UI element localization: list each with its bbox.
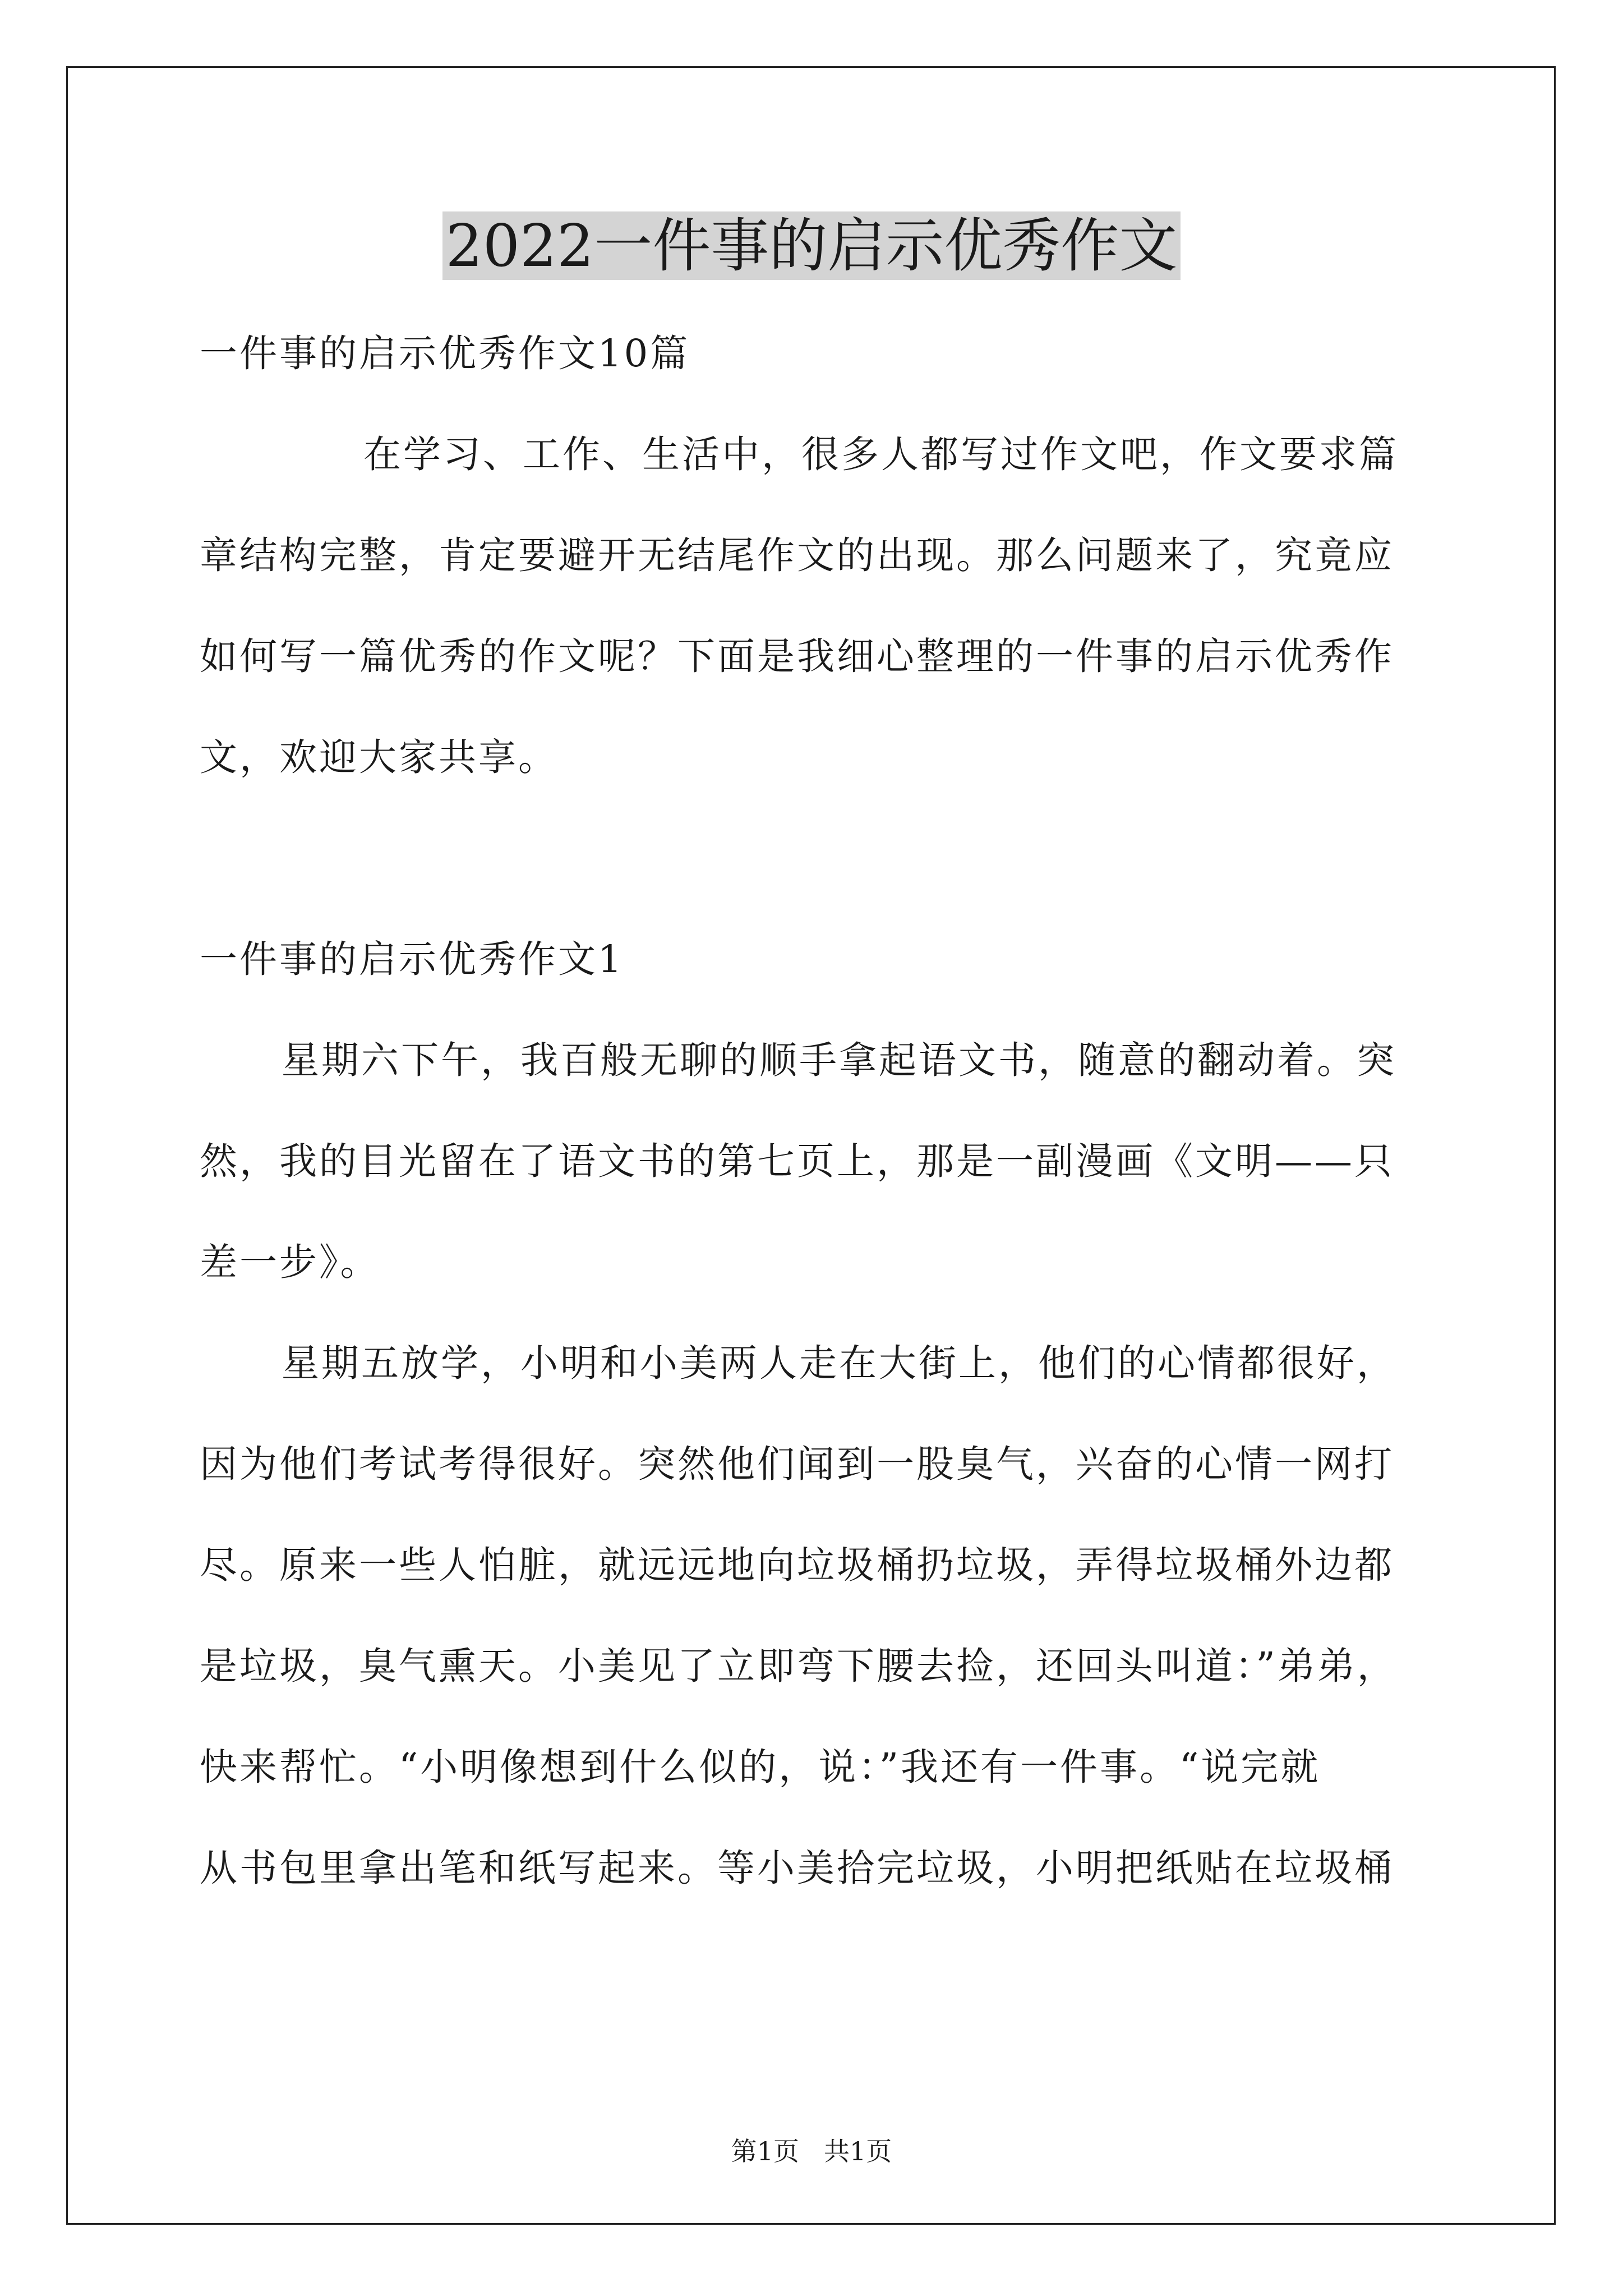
page-total: 共1页 <box>824 2136 892 2166</box>
subtitle: 一件事的启示优秀作文10篇 <box>200 332 690 375</box>
paragraph-line: 然，我的目光留在了语文书的第七页上，那是一副漫画《文明——只 <box>200 1139 1394 1183</box>
paragraph-line: 星期六下午，我百般无聊的顺手拿起语文书，随意的翻动着。突 <box>282 1038 1396 1082</box>
intro-line: 在学习、工作、生活中，很多人都写过作文吧，作文要求篇 <box>363 432 1399 476</box>
intro-line: 文，欢迎大家共享。 <box>200 735 558 779</box>
document-title-text: 2022一件事的启示优秀作文 <box>442 211 1181 280</box>
paragraph-line: 是垃圾，臭气熏天。小美见了立即弯下腰去捡，还回头叫道：”弟弟， <box>200 1644 1397 1688</box>
intro-line: 章结构完整，肯定要避开无结尾作文的出现。那么问题来了，究竟应 <box>200 533 1394 577</box>
intro-line: 如何写一篇优秀的作文呢？下面是我细心整理的一件事的启示优秀作 <box>200 634 1394 678</box>
page-number: 第1页 <box>731 2136 799 2166</box>
document-body <box>200 303 1433 1918</box>
document-title <box>0 206 1623 285</box>
page-footer <box>0 2134 1623 2168</box>
paragraph-line: 星期五放学，小明和小美两人走在大街上，他们的心情都很好， <box>282 1341 1396 1385</box>
paragraph-line: 尽。原来一些人怕脏，就远远地向垃圾桶扔垃圾，弄得垃圾桶外边都 <box>200 1543 1394 1587</box>
paragraph-line: 差一步》。 <box>200 1240 380 1284</box>
blank-line <box>200 808 1433 909</box>
section-heading: 一件事的启示优秀作文1 <box>200 937 624 981</box>
paragraph-line: 因为他们考试考得很好。突然他们闻到一股臭气，兴奋的心情一网打 <box>200 1442 1394 1486</box>
paragraph-line: 从书包里拿出笔和纸写起来。等小美拾完垃圾，小明把纸贴在垃圾桶 <box>200 1846 1394 1890</box>
paragraph-line: 快来帮忙。“小明像想到什么似的，说：”我还有一件事。“说完就 <box>200 1745 1321 1789</box>
